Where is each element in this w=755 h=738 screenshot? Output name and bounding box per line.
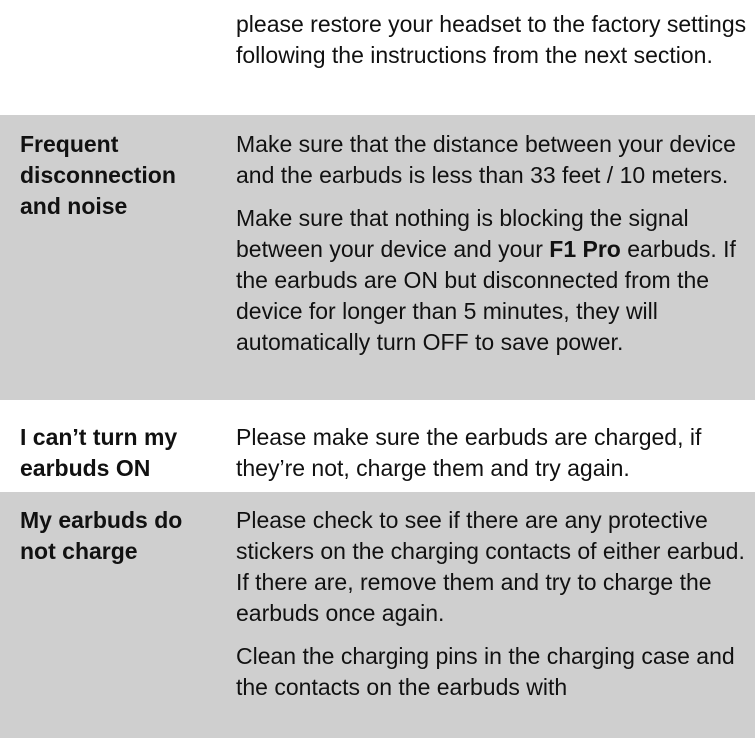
product-name: F1 Pro — [549, 236, 621, 262]
troubleshooting-row-disconnection — [0, 112, 755, 400]
row-paragraph: Clean the charging pins in the charging case and the contacts on the earbuds with — [236, 643, 735, 700]
row-content — [219, 492, 755, 738]
row-label: My earbuds do not charge — [20, 507, 183, 564]
row-label — [0, 0, 219, 112]
row-paragraph: Please check to see if there are any protective stickers on the charging contacts of either earbud. If there are, remove them and try to charge the earbuds once again. — [236, 507, 745, 626]
paragraph-text: earbuds. If the earbuds are ON but disconnected from the device for longer than 5 minutes, they will automatically turn OFF to save power. — [236, 236, 736, 355]
row-paragraph — [236, 203, 747, 358]
row-label: I can’t turn my earbuds ON — [20, 424, 178, 481]
row-content — [219, 412, 755, 489]
troubleshooting-row-factory-reset — [0, 0, 755, 112]
paragraph-text: Make sure that nothing is blocking the signal between your device and your — [236, 205, 689, 262]
row-content — [219, 115, 755, 400]
troubleshooting-row-charging — [0, 489, 755, 738]
row-paragraph: Please make sure the earbuds are charged, if they’re not, charge them and try again. — [236, 424, 702, 481]
troubleshooting-row-power-on — [0, 400, 755, 489]
row-label: Frequent disconnection and noise — [20, 131, 176, 219]
row-paragraph: please restore your headset to the factory settings following the instructions from the next section. — [236, 11, 747, 68]
row-paragraph: Make sure that the distance between your device and the earbuds is less than 33 feet / 10 meters. — [236, 131, 736, 188]
row-content — [219, 0, 755, 112]
